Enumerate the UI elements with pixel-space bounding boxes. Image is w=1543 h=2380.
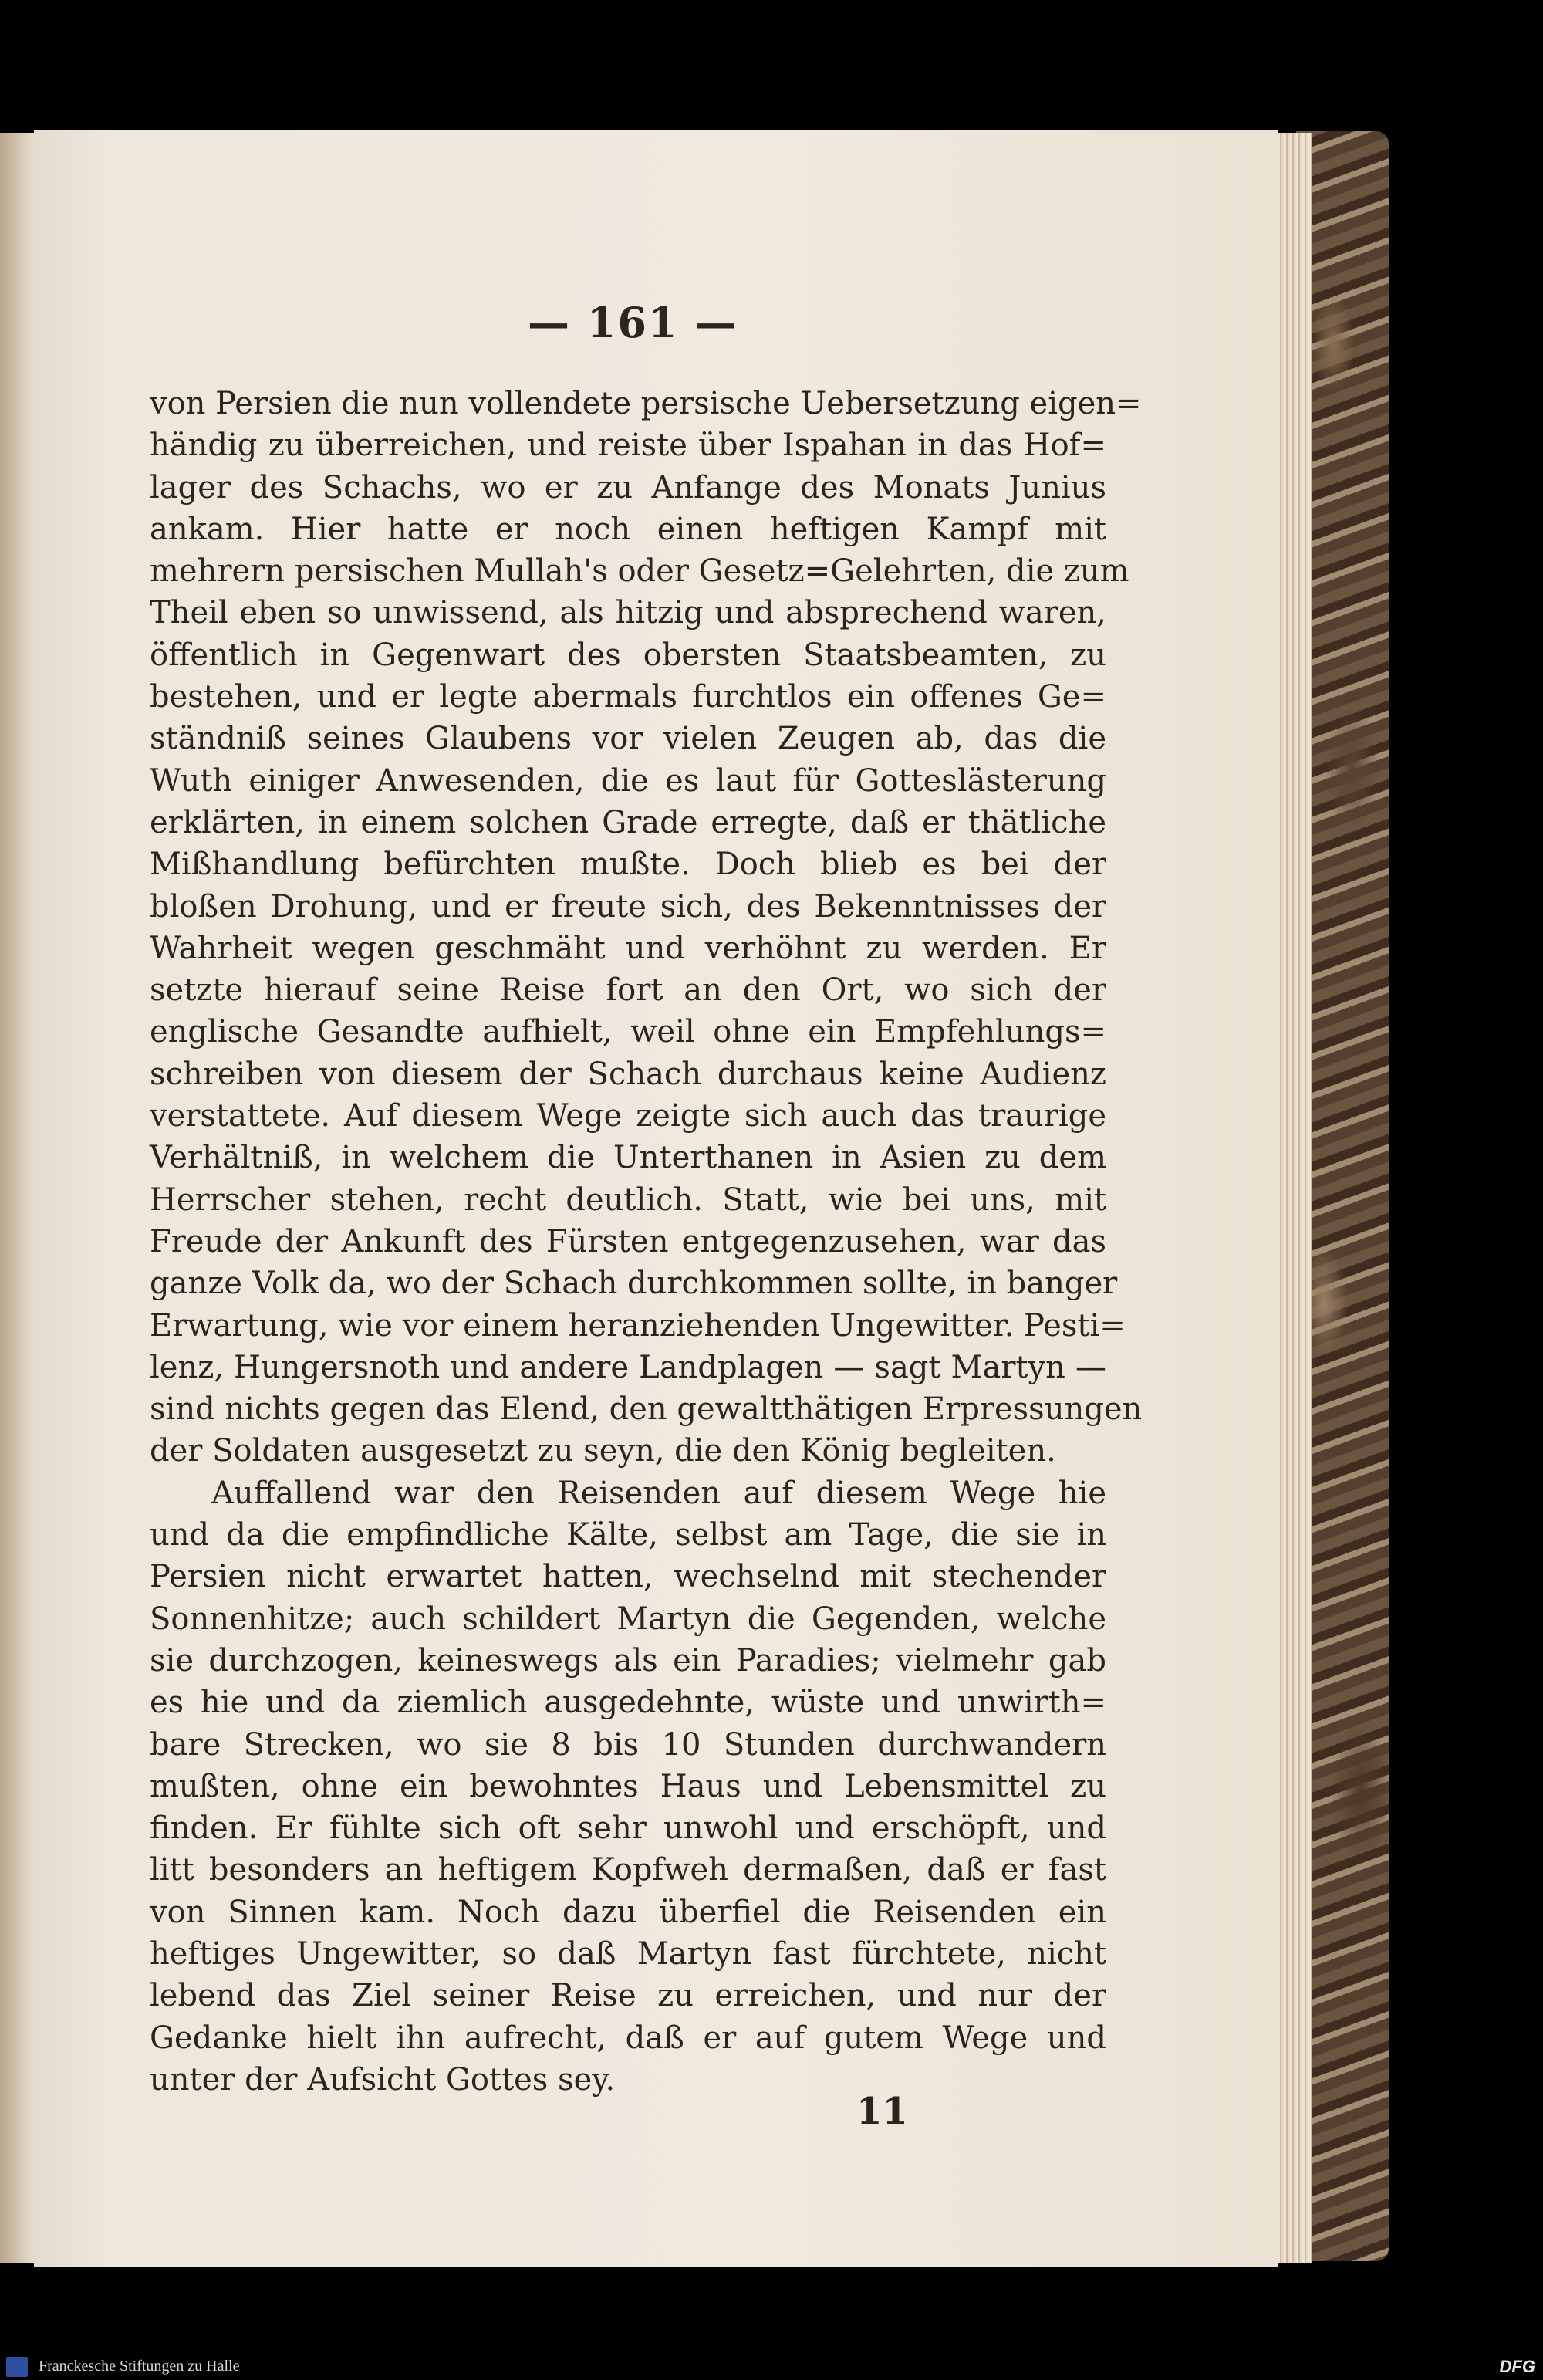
- body-text: [150, 383, 1143, 2101]
- text-line: erklärten, in einem solchen Grade erregte, daß er thätliche: [150, 804, 1106, 840]
- text-line: finden. Er fühlte sich oft sehr unwohl und erschöpft, und: [150, 1810, 1106, 1847]
- text-line: Wuth einiger Anwesenden, die es laut für Gotteslästerung: [150, 762, 1106, 799]
- text-line: lebend das Ziel seiner Reise zu erreichen, und nur der: [150, 1978, 1106, 2014]
- text-line: Theil eben so unwissend, als hitzig und absprechend waren,: [150, 595, 1106, 631]
- dfg-badge: DFG: [1499, 2357, 1535, 2376]
- text-line: Herrscher stehen, recht deutlich. Statt, wie bei uns, mit: [150, 1182, 1106, 1218]
- text-line: setzte hierauf seine Reise fort an den Ort, wo sich der: [150, 972, 1106, 1009]
- footer-bar: [0, 2352, 1543, 2380]
- text-line: bloßen Drohung, und er freute sich, des Bekenntnisses der: [150, 888, 1106, 925]
- text-line: Wahrheit wegen geschmäht und verhöhnt zu werden. Er: [150, 930, 1106, 966]
- institution-logo-icon: [6, 2357, 28, 2377]
- text-line: es hie und da ziemlich ausgedehnte, wüste und unwirth=: [150, 1685, 1106, 1721]
- text-line: Auffallend war den Reisenden auf diesem Wege hie: [211, 1475, 1106, 1511]
- text-line: mußten, ohne ein bewohntes Haus und Lebensmittel zu: [150, 1768, 1106, 1804]
- text-line: Persien nicht erwartet hatten, wechselnd mit stechender: [150, 1559, 1106, 1595]
- page-number: — 161 —: [528, 298, 738, 347]
- text-line: mehrern persischen Mullah's oder Gesetz=Gelehrten, die zum: [150, 553, 1129, 590]
- text-line: Freude der Ankunft des Fürsten entgegenzusehen, war das: [150, 1223, 1106, 1259]
- text-line: ganze Volk da, wo der Schach durchkommen sollte, in banger: [150, 1266, 1118, 1302]
- text-line: englische Gesandte aufhielt, weil ohne ein Empfehlungs=: [150, 1014, 1106, 1050]
- text-line: sie durchzogen, keineswegs als ein Paradies; vielmehr gab: [150, 1642, 1106, 1679]
- text-line: von Persien die nun vollendete persische Uebersetzung eigen=: [150, 386, 1142, 421]
- text-line: verstattete. Auf diesem Wege zeigte sich auch das traurige: [150, 1098, 1106, 1134]
- signature-mark: 11: [856, 2090, 908, 2133]
- text-line: Erwartung, wie vor einem heranziehenden Ungewitter. Pesti=: [150, 1307, 1126, 1344]
- text-line: lenz, Hungersnoth und andere Landplagen — sagt Martyn —: [150, 1349, 1106, 1385]
- text-line: öffentlich in Gegenwart des obersten Staatsbeamten, zu: [150, 637, 1106, 673]
- book-page: [34, 130, 1278, 2267]
- text-line: händig zu überreichen, und reiste über Ispahan in das Hof=: [150, 428, 1106, 464]
- text-line: und da die empfindliche Kälte, selbst am Tage, die sie in: [150, 1517, 1106, 1553]
- text-line: heftiges Ungewitter, so daß Martyn fast fürchtete, nicht: [150, 1935, 1106, 1972]
- text-line: lager des Schachs, wo er zu Anfange des Monats Junius: [150, 469, 1106, 505]
- text-line: sind nichts gegen das Elend, den gewaltthätigen Erpressungen: [150, 1391, 1143, 1428]
- text-line: schreiben von diesem der Schach durchaus keine Audienz: [150, 1056, 1106, 1092]
- text-line: der Soldaten ausgesetzt zu seyn, die den König begleiten.: [150, 1433, 1056, 1469]
- text-line: unter der Aufsicht Gottes sey.: [150, 2061, 616, 2098]
- text-line: Mißhandlung befürchten mußte. Doch blieb es bei der: [150, 847, 1106, 883]
- text-line: Verhältniß, in welchem die Unterthanen in Asien zu dem: [150, 1140, 1106, 1176]
- text-line: Sonnenhitze; auch schildert Martyn die Gegenden, welche: [150, 1601, 1106, 1637]
- institution-name: Franckesche Stiftungen zu Halle: [39, 2358, 240, 2375]
- text-line: bare Strecken, wo sie 8 bis 10 Stunden durchwandern: [150, 1726, 1106, 1763]
- text-line: ankam. Hier hatte er noch einen heftigen Kampf mit: [150, 511, 1106, 547]
- text-line: von Sinnen kam. Noch dazu überfiel die Reisenden ein: [150, 1894, 1106, 1930]
- text-line: bestehen, und er legte abermals furchtlos ein offenes Ge=: [150, 679, 1106, 715]
- text-line: litt besonders an heftigem Kopfweh dermaßen, daß er fast: [150, 1852, 1106, 1888]
- text-line: ständniß seines Glaubens vor vielen Zeugen ab, das die: [150, 721, 1106, 757]
- text-line: Gedanke hielt ihn aufrecht, daß er auf gutem Wege und: [150, 2020, 1106, 2056]
